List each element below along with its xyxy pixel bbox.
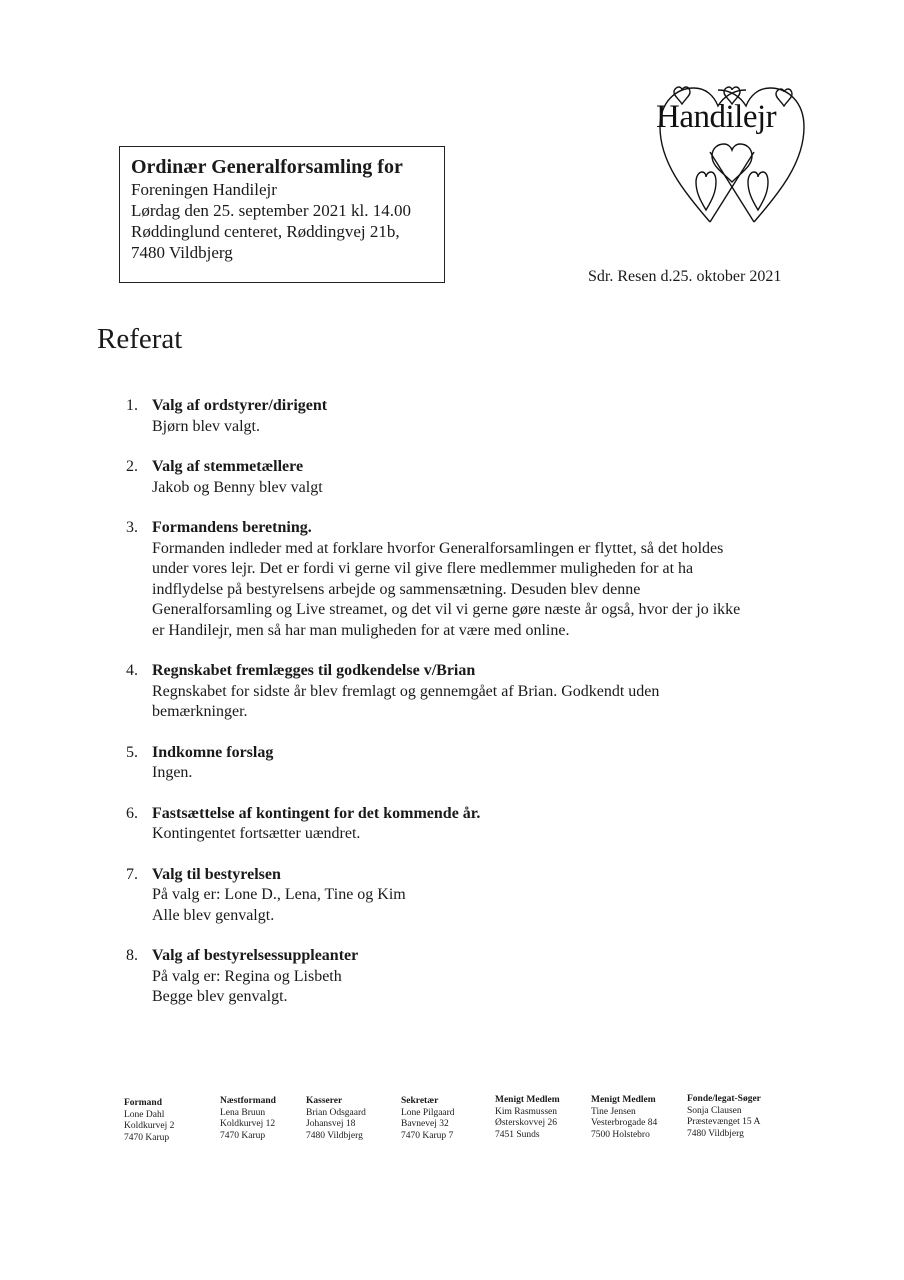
association-name: Foreningen Handilejr: [131, 180, 277, 199]
contact-name: Kim Rasmussen: [495, 1106, 558, 1117]
agenda-text: På valg er: Lone D., Lena, Tine og Kim: [152, 886, 406, 903]
agenda-text: Ingen.: [152, 764, 193, 781]
meeting-venue: Røddinglund centeret, Røddingvej 21b,: [131, 222, 400, 241]
contact-name: Lone Pilgaard: [401, 1107, 455, 1118]
agenda-text: under vores lejr. Det er fordi vi gerne vil give flere medlemmer muligheden for at ha: [152, 560, 694, 577]
agenda-heading: Formandens beretning.: [152, 519, 312, 536]
contact-city: 7470 Karup: [124, 1132, 170, 1143]
contact-city: 7500 Holstebro: [591, 1129, 650, 1140]
agenda-number: 6.: [126, 804, 138, 822]
contact-role: Menigt Medlem: [495, 1095, 560, 1105]
contact-street: Johansvej 18: [306, 1119, 356, 1129]
agenda-list: [120, 396, 820, 1028]
contact-role: Sekretær: [401, 1096, 439, 1106]
agenda-number: 5.: [126, 743, 138, 761]
agenda-item-1: [120, 396, 820, 437]
agenda-item-7: [120, 865, 820, 927]
agenda-heading: Indkomne forslag: [152, 743, 274, 761]
agenda-text: er Handilejr, men så har man muligheden for at være med online.: [152, 621, 570, 639]
agenda-item-5: [120, 743, 820, 784]
agenda-text: indflydelse på bestyrelsens arbejde og sammensætning. Desuden blev denne: [152, 580, 641, 598]
agenda-text: Formanden indleder med at forklare hvorfor Generalforsamlingen er flyttet, så det holdes: [152, 539, 724, 557]
agenda-number: 8.: [126, 947, 138, 964]
agenda-number: 4.: [126, 662, 138, 679]
agenda-text: bemærkninger.: [152, 703, 248, 720]
contact-street: Bavnevej 32: [401, 1119, 449, 1129]
contact-role: Fonde/legat-Søger: [687, 1094, 761, 1104]
contact-role: Menigt Medlem: [591, 1095, 656, 1105]
agenda-text: Alle blev genvalgt.: [152, 906, 275, 924]
contact-role: Formand: [124, 1098, 162, 1108]
meeting-title: Ordinær Generalforsamling for: [131, 156, 403, 178]
contact-city: 7470 Karup: [220, 1130, 266, 1141]
contact-city: 7480 Vildbjerg: [687, 1128, 744, 1139]
contact-sekretaer: [401, 1096, 455, 1142]
agenda-text: På valg er: Regina og Lisbeth: [152, 967, 342, 985]
agenda-heading: Valg af ordstyrer/dirigent: [152, 397, 328, 414]
contact-menigt-medlem-2: [591, 1095, 657, 1141]
agenda-heading: Valg af bestyrelsessuppleanter: [152, 947, 359, 964]
contact-naestformand: [220, 1096, 276, 1142]
agenda-text: Begge blev genvalgt.: [152, 988, 288, 1005]
contact-street: Præstevænget 15 A: [687, 1117, 761, 1127]
contact-role: Næstformand: [220, 1096, 276, 1106]
contact-kasserer: [306, 1096, 366, 1142]
agenda-text: Kontingentet fortsætter uændret.: [152, 825, 361, 842]
agenda-heading: Valg til bestyrelsen: [152, 865, 281, 883]
place-and-date: Sdr. Resen d.25. oktober 2021: [588, 268, 782, 285]
contact-city: 7451 Sunds: [495, 1129, 540, 1140]
contact-street: Koldkurvej 2: [124, 1121, 175, 1131]
handilejr-logo: [654, 82, 810, 228]
contact-name: Tine Jensen: [591, 1106, 636, 1117]
contact-menigt-medlem-1: [495, 1095, 560, 1141]
contact-name: Brian Odsgaard: [306, 1107, 366, 1118]
agenda-text: Bjørn blev valgt.: [152, 417, 260, 435]
agenda-heading: Valg af stemmetællere: [152, 458, 304, 475]
contact-city: 7480 Vildbjerg: [306, 1130, 363, 1141]
contact-name: Lena Bruun: [220, 1107, 266, 1118]
agenda-item-4: [120, 661, 820, 723]
contact-street: Vesterbrogade 84: [591, 1118, 658, 1128]
contact-role: Kasserer: [306, 1096, 343, 1106]
contact-name: Sonja Clausen: [687, 1105, 742, 1116]
contact-street: Østerskovvej 26: [495, 1118, 558, 1128]
agenda-number: 2.: [126, 458, 138, 475]
agenda-number: 7.: [126, 865, 138, 883]
agenda-text: Regnskabet for sidste år blev fremlagt og gennemgået af Brian. Godkendt uden: [152, 682, 660, 700]
agenda-number: 3.: [126, 519, 138, 536]
contact-street: Koldkurvej 12: [220, 1119, 276, 1129]
agenda-heading: Regnskabet fremlægges til godkendelse v/Brian: [152, 662, 476, 679]
agenda-number: 1.: [126, 397, 138, 414]
agenda-item-6: [120, 804, 820, 845]
contact-formand: [124, 1098, 174, 1144]
contact-city: 7470 Karup 7: [401, 1130, 454, 1141]
agenda-heading: Fastsættelse af kontingent for det kommende år.: [152, 804, 481, 822]
document-title: Referat: [97, 323, 183, 355]
logo-text: Handilejr: [656, 99, 777, 135]
agenda-text: Jakob og Benny blev valgt: [152, 478, 323, 496]
contact-name: Lone Dahl: [124, 1109, 165, 1120]
agenda-item-8: [120, 946, 820, 1008]
meeting-info-box: [119, 146, 445, 283]
meeting-city: 7480 Vildbjerg: [131, 243, 233, 262]
meeting-date: Lørdag den 25. september 2021 kl. 14.00: [131, 201, 411, 220]
agenda-text: Generalforsamling og Live streamet, og det vil vi gerne gøre næste år også, hvor der jo ikke: [152, 601, 741, 618]
agenda-item-3: [120, 518, 820, 641]
agenda-item-2: [120, 457, 820, 498]
board-contacts-footer: [124, 1094, 814, 1158]
contact-fonde-legat-soger: [687, 1094, 761, 1140]
